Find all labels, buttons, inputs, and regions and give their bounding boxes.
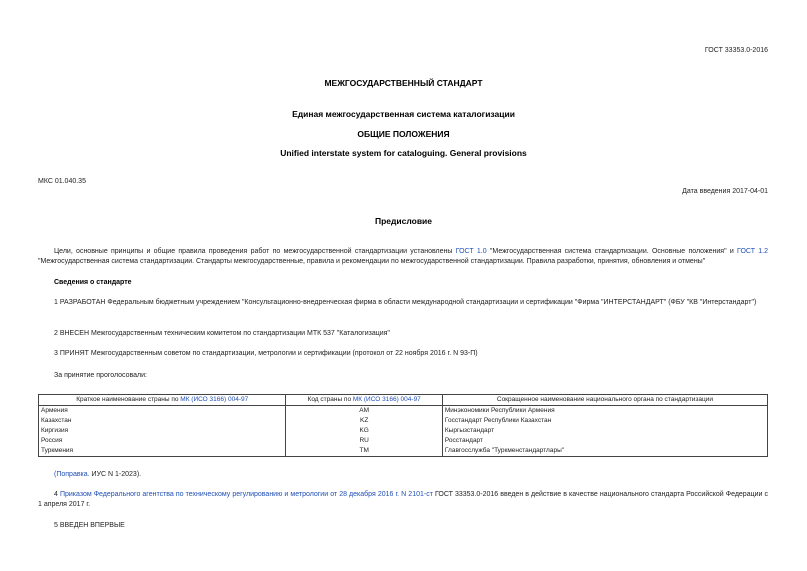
foreword-text-1: Цели, основные принципы и общие правила проведения работ по межгосударственной стандартизации установлены xyxy=(54,248,456,255)
item-5: 5 ВВЕДЕН ВПЕРВЫЕ xyxy=(54,522,125,529)
mk-iso-link-1[interactable]: МК (ИСО 3166) 004-97 xyxy=(180,396,249,403)
foreword-text-2: "Межгосударственная система стандартизации. Основные положения" и xyxy=(486,248,738,255)
col-header-body: Сокращенное наименование национального органа по стандартизации xyxy=(442,395,767,406)
table-header-row xyxy=(39,395,768,406)
item-2: 2 ВНЕСЕН Межгосударственным техническим комитетом по стандартизации МТК 537 "Каталогизация" xyxy=(54,330,390,337)
table-row xyxy=(39,426,768,436)
cell-code: KZ xyxy=(286,416,442,426)
foreword-text-3: "Межгосударственная система стандартизации. Стандарты межгосударственные, правила и рекомендации по межгосударственной стандартизации. Правила разработки, принятия, обновления и отмены" xyxy=(38,258,706,265)
foreword-paragraph xyxy=(38,247,768,267)
doc-code: ГОСТ 33353.0-2016 xyxy=(704,47,768,54)
item-4-text: ГОСТ 33353.0-2016 введен в действие в качестве национального стандарта Российской Федерации с 1 апреля 2017 г. xyxy=(38,491,768,508)
cell-code: TM xyxy=(286,446,442,457)
standard-subtitle-ru: ОБЩИЕ ПОЛОЖЕНИЯ xyxy=(357,129,450,139)
cell-code: AM xyxy=(286,406,442,417)
table-row xyxy=(39,416,768,426)
order-link[interactable]: Приказом Федерального агентства по техническому регулированию и метрологии от 28 декабря 2016 г. N 2101-ст xyxy=(59,491,433,498)
col-header-code-text: Код страны по xyxy=(307,396,353,403)
cell-country: Россия xyxy=(39,436,286,446)
amendment-text: ИУС N 1-2023). xyxy=(89,471,142,478)
amendment-link[interactable]: (Поправка. xyxy=(54,471,90,478)
col-header-country xyxy=(39,395,286,406)
cell-code: KG xyxy=(286,426,442,436)
cell-body: Кыргызстандарт xyxy=(442,426,767,436)
cell-body: Минэкономики Республики Армения xyxy=(442,406,767,417)
cell-body: Росстандарт xyxy=(442,436,767,446)
standard-name-ru: Единая межгосударственная система каталогизации xyxy=(292,109,515,119)
gost-1-0-link[interactable]: ГОСТ 1.0 xyxy=(455,248,487,255)
amendment-note xyxy=(54,471,141,478)
table-row xyxy=(39,406,768,417)
cell-country: Туркмения xyxy=(39,446,286,457)
cell-body: Главгосслужба "Туркменстандартлары" xyxy=(442,446,767,457)
cell-country: Киргизия xyxy=(39,426,286,436)
mk-iso-link-2[interactable]: МК (ИСО 3166) 004-97 xyxy=(352,396,421,403)
voted-label: За принятие проголосовали: xyxy=(54,372,147,379)
standard-type: МЕЖГОСУДАРСТВЕННЫЙ СТАНДАРТ xyxy=(324,78,483,88)
item-4 xyxy=(38,490,768,510)
foreword-heading: Предисловие xyxy=(374,216,433,226)
item-3: 3 ПРИНЯТ Межгосударственным советом по стандартизации, метрологии и сертификации (протокол от 22 ноября 2016 г. N 93-П) xyxy=(54,350,478,357)
item-4-num: 4 xyxy=(54,491,60,498)
mks-code: МКС 01.040.35 xyxy=(38,178,86,185)
cell-country: Армения xyxy=(39,406,286,417)
info-heading: Сведения о стандарте xyxy=(54,279,132,286)
cell-body: Госстандарт Республики Казахстан xyxy=(442,416,767,426)
item-1 xyxy=(38,298,768,308)
item-1-text: 1 РАЗРАБОТАН Федеральным бюджетным учреждением "Консультационно-внедренческая фирма в области международной стандартизации и сертификации "Фирма "ИНТЕРСТАНДАРТ" (ФБУ "КВ "Интерстандарт") xyxy=(54,299,757,306)
col-header-code xyxy=(286,395,442,406)
table-row xyxy=(39,446,768,457)
intro-date: Дата введения 2017-04-01 xyxy=(682,188,768,195)
voting-table xyxy=(38,394,768,457)
cell-code: RU xyxy=(286,436,442,446)
standard-name-en: Unified interstate system for cataloguing. General provisions xyxy=(280,148,527,158)
table-row xyxy=(39,436,768,446)
cell-country: Казахстан xyxy=(39,416,286,426)
col-header-country-text: Краткое наименование страны по xyxy=(76,396,181,403)
gost-1-2-link[interactable]: ГОСТ 1.2 xyxy=(737,248,768,255)
